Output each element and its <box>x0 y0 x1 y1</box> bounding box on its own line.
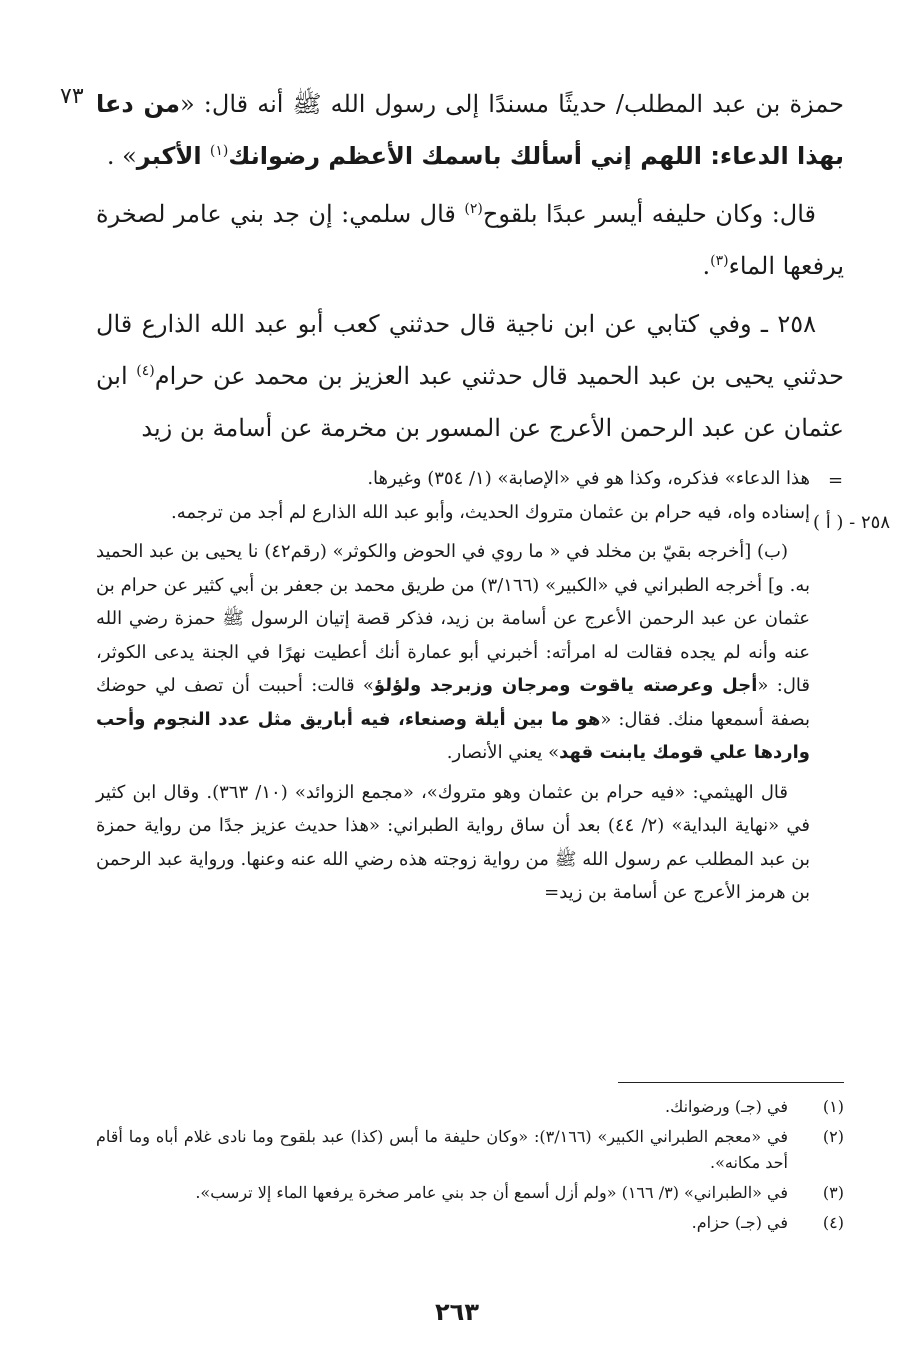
main-text <box>96 78 844 454</box>
commentary-b: (ب) [أخرجه بقيّ بن مخلد في « ما روي في الحوض والكوثر» (رقم٤٢) نا يحيى بن عبد الحميد به. و] أخرجه الطبراني في «الكبير» (٣/١٦٦) من طريق محمد بن جعفر بن أبي كثير عن حرام بن عثمان عن عبد الرحمن الأعرج عن أسامة بن زيد، فذكر قصة إتيان الرسول ﷺ حمزة رضي الله عنه وأنه لم يجده فقالت له امرأته: أخبرني أبو عمارة أنك أعطيت نهرًا في الجنة يدعى الكوثر، قال: «أجل وعرصته ياقوت ومرجان وزبرجد ولؤلؤ» قالت: أحببت أن تصف لي حوضك بصفة أسمعها منك. فقال: «هو ما بين أيلة وصنعاء، فيه أباريق مثل عدد النجوم وأحب واردها علي قومك يابنت قهد» يعني الأنصار. <box>96 541 811 763</box>
footnote-1: (١) في (جـ) ورضوانك. <box>665 1097 844 1116</box>
footnote-number-258: ٢٥٨ - ( أ ) <box>812 512 890 533</box>
commentary-a: إسناده واه، فيه حرام بن عثمان متروك الحديث، وأبو عبد الله الذارع لم أجد من ترجمه. <box>171 501 810 523</box>
footnote-ref-3: (٣) <box>710 253 729 269</box>
footnote-ref-4: (٤) <box>136 363 155 379</box>
bold-hadith-text: من دعا بهذا الدعاء: اللهم إني أسألك باسمك الأعظم رضوانك <box>96 90 844 170</box>
footnote-separator <box>618 1082 844 1083</box>
page-number: ٢٦٣ <box>435 1298 479 1326</box>
paragraph-2: قال: وكان حليفه أيسر عبدًا بلقوح$^{(٢)}$ قال سلمي: إن جد بني عامر لصخرة يرفعها الماء$^{(٣)}$. <box>96 200 844 280</box>
footnote-4: (٤) في (جـ) حزام. <box>691 1213 844 1232</box>
footnote-3: (٣) في «الطبراني» (٣/ ١٦٦) «ولم أزل أسمع أن جد بني عامر صخرة يرفعها الماء إلا ترسب». <box>195 1183 844 1202</box>
commentary-text <box>96 462 810 910</box>
paragraph-3: ٢٥٨ ـ وفي كتابي عن ابن ناجية قال حدثني كعب أبو عبد الله الذارع قال حدثني يحيى بن عبد الحميد قال حدثني عبد العزيز بن محمد عن حرام$^{(٤)}$ ابن عثمان عن عبد الرحمن الأعرج عن المسور بن مخرمة عن أسامة بن زيد <box>96 310 844 442</box>
footnote-2: (٢) في «معجم الطبراني الكبير» (٣/١٦٦): «وكان حليفة ما أبس (كذا) عبد بلقوح وما نادى غلام أباه وما أقام أحد مكانه». <box>96 1127 844 1172</box>
commentary-continuation: هذا الدعاء» فذكره، وكذا هو في «الإصابة» (١/ ٣٥٤) وغيرها. <box>367 468 810 489</box>
footnote-ref-1: (١) <box>209 143 229 159</box>
paragraph-1: حمزة بن عبد المطلب/ حديثًا مسندًا إلى رسول الله ﷺ أنه قال: «من دعا بهذا الدعاء: اللهم إني أسألك باسمك الأعظم رضوانك$^{(١)}$ الأكبر» . <box>96 90 844 170</box>
footnotes <box>96 1094 844 1240</box>
margin-number: ٧٣ <box>60 84 84 109</box>
continuation-marker: = <box>828 470 844 491</box>
commentary-c: قال الهيثمي: «فيه حرام بن عثمان وهو متروك»، «مجمع الزوائد» (١٠/ ٣٦٣). وقال ابن كثير في «نهاية البداية» (٢/ ٤٤) بعد أن ساق رواية الطبراني: «هذا حديث عزيز جدًا من رواية حمزة بن عبد المطلب عم رسول الله ﷺ من رواية زوجته هذه رضي الله عنه وعنها. ورواية عبد الرحمن بن هرمز الأعرج عن أسامة بن زيد= <box>96 781 810 903</box>
footnote-ref-2: (٢) <box>464 201 483 217</box>
